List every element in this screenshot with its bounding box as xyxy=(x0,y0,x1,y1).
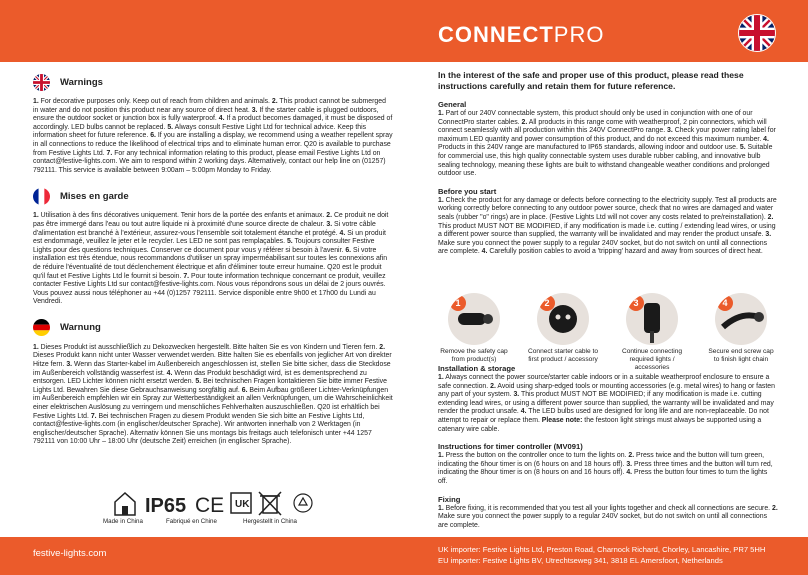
step-caption: Secure end screw cap to finish light chain xyxy=(708,348,774,363)
step-number: 4 xyxy=(717,295,733,311)
uk-flag-icon xyxy=(738,14,776,52)
warnings-text: 1. For decorative purposes only. Keep out of reach from children and animals. 2. This product cannot be submerged in water and do not position this product near any source of direct heat. 3. If the starter cable is plugged outdoors, ensure the outdoor socket or junction box is fully waterproof. 4. If a product becomes damaged, it must be disposed of accordingly. LED bulbs cannot be replaced. 5. Always consult Festive Light Ltd for technical advice. Keep this information sheet for future reference. 6. If you are installing a display, we recommend using a weather repellent spray in all connections to reduce the likelihood of electrical trips and to eliminate human error. Q20 is available to purchase from Festive Lights Ltd. 7. For any technical information relating to this product, please email Festive Lights Ltd on contact@festive-lights.com. We aim to respond within 2 working days. Alternatively, contact our help line on (01257) 792111. This service is available between 9:00am – 5:00pm Monday to Friday. xyxy=(33,98,393,174)
timer-title: Instructions for timer controller (MV091) xyxy=(438,442,583,452)
step-3-image xyxy=(626,293,678,345)
recycle-icon xyxy=(294,494,312,512)
uk-flag-icon xyxy=(33,74,50,91)
warnung-heading xyxy=(33,316,393,340)
warnung-title: Warnung xyxy=(60,322,101,334)
general-text: 1. Part of our 240V connectable system, this product should only be used in conjunction with one of our ConnectPro starter cables. 2. All products in this range come with weatherproof, 2 pin connectors, which will connect seamlessly with all production within this 240V ConnectPro range. 3. Check your power rating label for maximum LED quantity and power consumption of this product, and do not exceed this maximum number. 4. Products in this 240V range are manufactured to IP65 standards, allowing indoor and outdoor use. 5. Suitable for commercial use, this high quality connectable system uses durable rubber cabling, and innovative bulb sealing technology, meaning these lights are built to withstand changeable weather conditions and prolonged outdoor use. xyxy=(438,110,776,178)
intro-text: In the interest of the safe and proper use of this product, please read these instructions carefully and retain them for future reference. xyxy=(438,70,744,91)
header-bar xyxy=(0,0,808,62)
step-caption: Remove the safety cap from product(s) xyxy=(440,348,508,363)
made-in-china-en: Made in China xyxy=(103,518,143,525)
installation-text: 1. Always connect the power source/starter cable indoors or in a suitable weatherproof enclosure to ensure a safe connection. 2. Avoid using sharp-edged tools or mounting accessories (e.g. metal wires) to hang or fasten any part of your system. 3. This product MUST NOT BE MODIFIED; if any modification is made i.e. cutting extending lead wires, or using a different power source than supplied, the warranty will be invalidated and may render the product unsafe. 4. The LED bulbs used are designed for long life and are non-replaceable. Do not attempt to repair or replace them. Please note: the festoon light strings must always be supported using a catenary wire cable. xyxy=(438,374,775,433)
step-2 xyxy=(527,293,599,364)
warnung-text: 1. Dieses Produkt ist ausschließlich zu Dekozwecken hergestellt. Bitte halten Sie es von Kindern und Tieren fern. 2. Dieses Produkt kann nicht unter Wasser verwendet werden. Bitte halten Sie es ebenfalls von jeglicher Art von direkter Hitze fern. 3. Wenn das Starter-kabel im Außenbereich angeschlossen ist, stellen Sie bitte sicher, dass die Steckdose im Außenbereich vollständig wasserfest ist. 4. Wenn das Produkt beschädigt wird, ist es dementsprechend zu entsorgen. LED Lichter können nicht ersetzt werden. 5. Bei technischen Fragen kontaktieren Sie bitte immer Festive Lights Ltd. Bewahren Sie diese Gebrauchsanweisung sorgfältig auf. 6. Beim Aufbau größerer Lichter-Verknüpfungen im Außenbereich empfehlen wir ein Spray zur Wetterbeständigkeit an allen Verknüpfungen, um die Wahrscheinlichkeit einer elektrischen Auslösung zu verringern und menschliches Fehlverhalten auszuschließen. Q20 ist erhältlich bei Festive Lights Ltd. 7. Bei technischen Fragen zu diesem Produkt wenden Sie sich bitte an Festive Lights Ltd, contact@festive-lights.com (in englischer/deutscher Sprache). Wir antworten innerhalb von 2 Werktagen (in englischer/deutscher Sprache). Alternativ können Sie uns montags bis freitags auch telefonisch unter +44 1257 792111 von 10:00 Uhr – 18:00 Uhr (deutsche Zeit) erreichen (in englischer Sprache). xyxy=(33,343,393,446)
certification-icons xyxy=(113,488,343,518)
right-column-lower xyxy=(438,364,778,530)
fixing-title: Fixing xyxy=(438,494,461,504)
ukca-icon xyxy=(231,493,251,513)
cert-icons-svg xyxy=(113,488,343,518)
made-in-china-de: Hergestellt in China xyxy=(243,518,297,525)
right-column xyxy=(438,70,778,257)
step-2-image xyxy=(537,293,589,345)
installation-title: Installation & storage xyxy=(438,364,516,373)
mises-title: Mises en garde xyxy=(60,190,129,202)
step-1-image xyxy=(448,293,500,345)
ce-mark-label: CE xyxy=(195,494,225,517)
warnings-title: Warnings xyxy=(60,76,103,88)
step-3 xyxy=(616,293,688,372)
importer-info xyxy=(438,544,765,566)
step-1 xyxy=(438,293,510,364)
step-caption: Continue connecting required lights / accessories xyxy=(621,348,683,371)
step-4-image xyxy=(715,293,767,345)
fixing-text: 1. Before fixing, it is recommended that you test all your lights together and check all connections are secure. 2. Make sure you connect the power supply to a regular 240V socket, but do not switch on until all connections are complete. xyxy=(438,504,778,529)
before-title: Before you start xyxy=(438,186,497,196)
made-in-china-fr: Fabriqué en Chine xyxy=(166,518,217,525)
mises-heading xyxy=(33,184,393,208)
timer-text: 1. Press the button on the controller once to turn the lights on. 2. Press twice and the button will turn green, indicating the 6hour timer is on (6 hours on and 18 hours off). 3. Press three times and the button will turn red, indicating the 8hour timer is on (8 hours on and 16 hours off). 4. Press the button four times to turn the lights off. xyxy=(438,452,773,485)
uk-importer: UK importer: Festive Lights Ltd, Preston Road, Charnock Richard, Chorley, Lancashire, PR7 5HH xyxy=(438,545,766,554)
step-number: 1 xyxy=(450,295,466,311)
france-flag-icon xyxy=(33,188,50,205)
germany-flag-icon xyxy=(33,319,50,336)
step-4 xyxy=(705,293,777,364)
weee-bin-icon xyxy=(259,492,281,515)
website-link[interactable]: festive-lights.com xyxy=(33,548,107,559)
step-number: 2 xyxy=(539,295,555,311)
eu-importer: EU importer: Festive Lights BV, Utrechtseweg 341, 3818 EL Amersfoort, Netherlands xyxy=(438,556,723,565)
connectpro-logo: CONNECTPRO xyxy=(438,22,605,47)
left-column xyxy=(33,70,393,447)
step-number: 3 xyxy=(628,295,644,311)
step-caption: Connect starter cable to first product / accessory xyxy=(527,348,598,363)
general-title: General xyxy=(438,100,467,109)
mises-text: 1. Utilisation à des fins décoratives uniquement. Tenir hors de la portée des enfants et animaux. 2. Ce produit ne doit pas être immergé dans l'eau ou tout autre liquide ni à proximité d'une source directe de chaleur. 3. Si votre câble d'alimentation est branché à l'extérieur, assurez-vous l'ensemble soit totalement étanche et protégé. 4. Si un produit est endommagé, veuillez le jeter et le recycler. Les LED ne sont pas remplaçables. 5. Toujours consulter Festive Lights pour des questions techniques. Conserver ce document pour vous y référer si besoin à l'avenir. 6. Si votre installation est très étendue, nous recommandons d'utiliser un spray imperméabilisant sur toutes les connexions afin de réduire l'éventualité de tout déclenchement électrique et afin d'éliminer toute erreur humaine. Q20 est le produit qu'il faut et Festive Lights Ltd le fournit si besoin. 7. Pour toute information technique concernant ce produit, veuillez contacter Festive Lights Ltd sur contact@festive-lights.com. Nous vous répondrons sous un délai de 2 jours ouvrés. Vous pouvez aussi nous téléphoner au +44 (0)1257 792111. Service disponible entre 9h00 et 17h00 du Lundi au Vendredi. xyxy=(33,212,389,306)
footer-bar xyxy=(0,537,808,575)
svg-text:UK: UK xyxy=(235,499,250,510)
ip-rating-label: IP65 xyxy=(145,495,187,517)
indoor-outdoor-icon xyxy=(115,493,135,515)
before-text: 1. Check the product for any damage or defects before connecting to the electricity supply. Test all products are working correctly before connecting to any outdoor power source, check that no wires are damaged and water seals (rubber "o" rings) are in place. (Festive Lights Ltd will not cover any costs related to pre/reinstallation). 2. This product MUST NOT BE MODIFIED, if any modification is made i.e. cutting / extending lead wires, or using a different power source than supplied, the warranty will be invalidated and may render the product unsafe. 3. Make sure you connect the power supply to a regular 240V socket, but do not switch on until all connections are complete. 4. Carefully position cables to avoid a 'tripping' hazard and away from sources of direct heat. xyxy=(438,196,777,256)
warnings-heading xyxy=(33,70,393,94)
